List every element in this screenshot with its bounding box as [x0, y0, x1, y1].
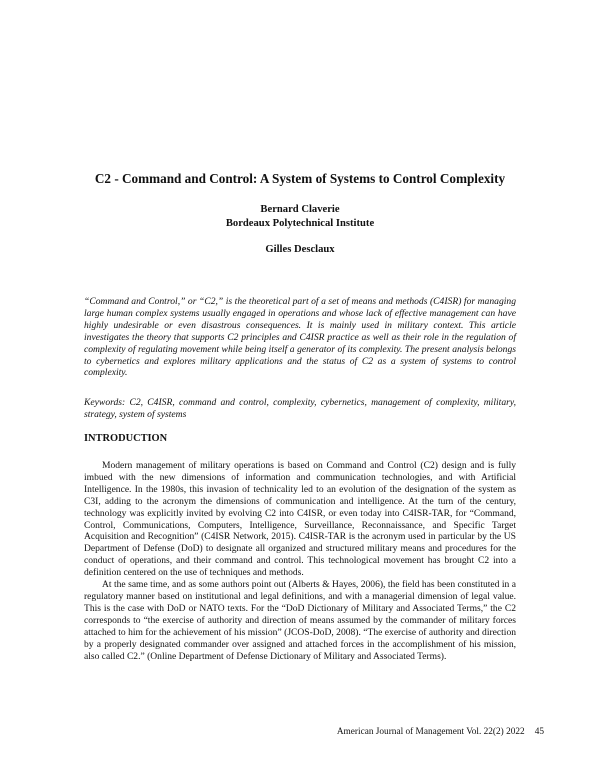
body-paragraph: Modern management of military operations is based on Command and Control (C2) design and is fully imbued with the new dimensions of information and communication technologies, and with Artificial Intelligence. In the 1980s, this invasion of technicality led to an evolution of the designation of the system as C3I, adding to the acronym the dimensions of communication and intelligence. At the turn of the century, technology was explicitly invited by evolving C2 into C4ISR, or even today into C4ISR-TAR, for “Command, Control, Communications, Computers, Intelligence, Surveillance, Reconnaissance, and Specific Target Acquisition and Recognition” (C4ISR Network, 2015). C4ISR-TAR is the acronym used in particular by the US Department of Defense (DoD) to designate all organized and structured military means and procedures for the conduct of operations, and their command and control. This technological movement has brought C2 into a definition centered on the use of techniques and methods.: [84, 460, 516, 579]
article-title: C2 - Command and Control: A System of Systems to Control Complexity: [94, 171, 506, 186]
page-footer: [337, 726, 544, 738]
body-paragraph: At the same time, and as some authors point out (Alberts & Hayes, 2006), the field has been constituted in a regulatory manner based on institutional and legal definitions, and with a managerial dimension of legal value. This is the case with DoD or NATO texts. For the “DoD Dictionary of Military and Associated Terms,” the C2 corresponds to “the exercise of authority and direction of means assumed by the commander of military forces attached to him for the achievement of his mission” (JCOS-DoD, 2008). “The exercise of authority and direction by a properly designated commander over assigned and attached forces in the accomplishment of his mission, also called C2.” (Online Department of Defense Dictionary of Military and Associated Terms).: [84, 579, 516, 662]
author-block: [60, 203, 540, 257]
abstract: “Command and Control,” or “C2,” is the theoretical part of a set of means and methods (C4ISR) for managing large human complex systems usually engaged in operations and whose lack of effective management can have highly undesirable or even disastrous consequences. It is mainly used in military context. This article investigates the theory that supports C2 principles and C4ISR practice as well as their role in the regulation of complexity of regulating movement while being itself a generator of its complexity. The present analysis belongs to cybernetics and explores military applications and the status of C2 as a system of systems to control complexity.: [84, 296, 516, 379]
introduction-body: [84, 460, 516, 662]
section-heading-introduction: INTRODUCTION: [84, 433, 168, 444]
author-name: Bernard Claverie: [260, 204, 340, 215]
author-name: Gilles Desclaux: [265, 244, 335, 255]
author-affiliation: Bordeaux Polytechnical Institute: [225, 217, 375, 229]
page-number: 45: [534, 727, 544, 737]
journal-citation: American Journal of Management Vol. 22(2) 2022: [336, 727, 525, 737]
keywords: Keywords: C2, C4ISR, command and control, complexity, cybernetics, management of complexity, military, strategy, system of systems: [84, 397, 516, 420]
